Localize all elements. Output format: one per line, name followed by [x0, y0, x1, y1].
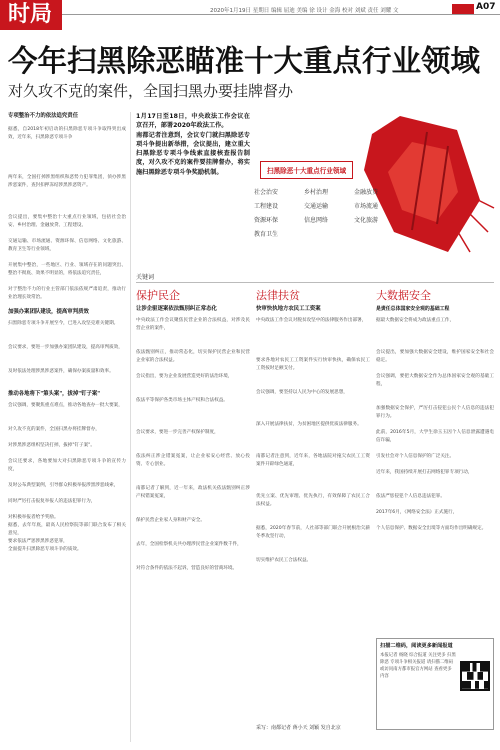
qr-box [376, 638, 494, 730]
paragraph: 会议提出，要集中整治十大重点行业领域，包括社会治安、乡村治理、金融放贷、工程建设、 [8, 215, 126, 229]
paragraph: 会议要求，要进一步加强办案团队建设，提高审判质效， [8, 345, 123, 350]
paragraph: 及时公布典型案例，引导群众积极举报涉黑涉恶线索， [8, 483, 119, 488]
category-item: 信息网络 [304, 217, 329, 224]
paragraph: 会议强调，要坚持以人民为中心的发展思想， [256, 390, 348, 395]
paragraph: 个人信息保护、数据安全出境等方面均作出明确规定。 [376, 526, 487, 531]
category-item: 资源环保 [254, 217, 279, 224]
headline: 今年扫黑除恶瞄准十大重点行业领域 [8, 44, 481, 78]
paragraph: 全面提升扫黑除恶专项斗争的质效。 [8, 547, 82, 552]
page-number: A07 [476, 2, 496, 12]
category-item: 工程建设 [254, 203, 279, 210]
paragraph: 保护民营企业家人身和财产安全。 [136, 518, 205, 523]
paragraph: 引发社会对个人信息保护的广泛关注。 [376, 454, 455, 459]
paragraph: 中央政法工作会议聚焦民营企业的合法权益，对涉及民营企业的案件， [136, 318, 250, 332]
paragraph: 切实维护农民工合法权益。 [256, 558, 312, 563]
column-title: 保护民企 [136, 289, 180, 302]
page-badge [452, 4, 474, 14]
header-bar [0, 0, 500, 33]
left-heading-1: 专项整治不力的依法追究责任 [8, 113, 79, 119]
paragraph: 要求依法严惩涉黑涉恶犯罪， [8, 539, 68, 544]
category-item: 市场流通 [354, 203, 379, 210]
dateline: 2020年1月19日 星期日 编辑 屈迪 美编 徐 设计 金海 校对 刘斌 责任 刘耀 文 [210, 8, 399, 14]
left-column [8, 112, 126, 612]
paragraph: 对符合条件的依法不起诉，营造良好的营商环境。 [136, 566, 238, 571]
left-body-2 [8, 320, 126, 384]
category-item: 教育卫生 [254, 231, 279, 238]
paragraph: 开展集中整治，一些地区、行业、领域存在的问题突出、整治不彻底、效果不明显的，将依法追究责任， [8, 263, 126, 277]
section-title: 时局 [8, 2, 53, 27]
paragraph: 会议强调，要聚焦重点难点，推动各地查办一批大要案， [8, 403, 123, 408]
keywords-rule [136, 282, 494, 283]
diagram-grid [254, 187, 404, 238]
paragraph: 要求各地对农民工工资案件实行快审快执，确保农民工工资按时足额支付。 [256, 358, 370, 372]
category-item: 交通运输 [304, 203, 329, 210]
column-subtitle: 是责任总体国家安全观的基础工程 [376, 306, 450, 312]
paragraph: 去年，全国检察机关共办理涉民营企业案件数千件， [136, 542, 242, 547]
paragraph: 据悉，去年年底，最高人民检察院等部门联合发布了相关意见， [8, 523, 126, 537]
category-item: 社会治安 [254, 189, 279, 196]
paragraph: 中央政法工作会议对脱贫攻坚中的法律服务作出部署， [256, 318, 367, 323]
paragraph: 据最大数据安全将成为政法重点工作， [376, 318, 455, 323]
paragraph: 及时依法处理涉黑涉恶案件，确保办案质量和效率。 [8, 369, 114, 374]
left-heading-3: 推动各地将下"第头案"，拔掉"钉子案" [8, 391, 101, 397]
byline: 采写：南都记者 蒋小天 刘颖 发自北京 [256, 725, 341, 731]
paragraph: 对久攻不克的案件，全国扫黑办将挂牌督办， [8, 427, 100, 432]
column-divider [130, 112, 131, 742]
qr-body: 本报记者 杨晓 综合报道 关注更多 扫黑除恶 专项斗争相关报道 请扫描二维码 或访问南方都市报官方网站 查看更多内容 [380, 653, 456, 679]
paragraph: 两年来，全国打掉涉黑组织和恶势力犯罪集团，侦办涉黑涉恶案件，查封扣押冻结涉黑涉恶资产。 [8, 175, 126, 189]
illustration [252, 112, 496, 262]
lead-box [136, 112, 250, 264]
paragraph: 同时严厉打击报复举报人的违法犯罪行为， [8, 499, 96, 504]
column-subtitle: 让涉企驱逐案依法甄别纠正常态化 [136, 306, 217, 312]
diagram-title: 扫黑除恶十大重点行业领域 [260, 161, 353, 179]
paragraph: 依法严惩侵犯个人信息违法犯罪。 [376, 494, 445, 499]
paragraph: 据悉，自2018年初启动的扫黑除恶专项斗争取得突出成效，近年来，扫黑除恶专项斗争 [8, 127, 126, 141]
left-body-3 [8, 402, 126, 562]
paragraph: 对于整治不力的行业主管部门依法依规严肃追责，推动行业治理长效常治。 [8, 287, 126, 301]
left-body-1 [8, 126, 126, 302]
column-big-data [376, 289, 494, 624]
paragraph: 会议还要求，各地要加大对扫黑除恶专项斗争的宣传力度， [8, 459, 126, 473]
subheadline: 对久攻不克的案件，全国扫黑办要挂牌督办 [8, 82, 294, 100]
paragraph: 对积极举报者给予奖励。 [8, 515, 59, 520]
category-item: 文化旅游 [354, 217, 379, 224]
qr-caption: 扫描二维码，阅读更多新闻报道 [380, 643, 453, 649]
column-title: 法律扶贫 [256, 289, 300, 302]
category-item: 金融放贷 [354, 189, 379, 196]
paragraph: 据悉，2020年春节前，人社部等部门联合开展根治欠薪冬季攻坚行动， [256, 526, 370, 540]
paragraph: 会议提出，要加强大数据安全建设，维护国家安全和社会稳定。 [376, 350, 494, 364]
lead-text: 1月17日至18日，中央政法工作会议在京召开，部署2020年政法工作。 南都记者注意到，会议专门就扫黑除恶专项斗争提出新举措，会议提出，建立重大扫黑除恶专项斗争线索直接核查报告制度，对久攻不克的案件要挂牌督办，将实施扫黑除恶专项斗争奖励机制。 [136, 113, 250, 176]
column-protect-enterprise [136, 289, 250, 744]
paragraph: 会议强调，要把大数据安全作为总体国家安全观的基础工程， [376, 374, 494, 388]
keywords-label: 关键词 [136, 274, 155, 281]
paragraph: 依法平等保护各类市场主体产权和合法权益。 [136, 398, 228, 403]
paragraph: 2017年6月，《网络安全法》正式施行， [376, 510, 458, 515]
paragraph: 加强数据安全保护，严厉打击侵犯公民个人信息的违法犯罪行为。 [376, 406, 494, 420]
column-title: 大数据安全 [376, 289, 431, 302]
paragraph: 依法甄别纠正，推动常态化，切实保护民营企业和民营企业家的合法权益。 [136, 350, 250, 364]
paragraph: 近年来，我国持续开展打击网络犯罪专项行动， [376, 470, 473, 475]
category-item: 乡村治理 [304, 189, 329, 196]
paragraph: 会议要求，要进一步完善产权保护制度， [136, 430, 219, 435]
paragraph: 交通运输、市场流通、资源环保、信息网络、文化旅游、教育卫生等行业领域， [8, 239, 126, 253]
column-legal-poverty [256, 289, 370, 709]
paragraph: 此前，2016年5月，大学生徐玉玉因个人信息泄露遭遇电信诈骗， [376, 430, 494, 444]
paragraph: 南都记者注意到，近年来，各地法院对拖欠农民工工资案件开辟绿色通道， [256, 454, 370, 468]
paragraph: 会议指出，要为企业发展营造更好的法治环境， [136, 374, 233, 379]
column-subtitle: 快审快执地方农民工工资案 [256, 306, 321, 312]
qr-code[interactable] [460, 661, 490, 691]
paragraph: 深入开展法律扶贫，为贫困地区提供优质法律服务。 [256, 422, 362, 427]
paragraph: 对涉黑涉恶组织坚决打掉，拔掉"钉子案"。 [8, 443, 95, 448]
paragraph: 依法纠正涉企错案冤案，让企业家安心经营、放心投资、专心创业。 [136, 454, 250, 468]
paragraph: 南都记者了解到，近一年来，政法机关依法甄别纠正涉产权错案冤案， [136, 486, 250, 500]
header-rule [62, 14, 500, 15]
paragraph: 优先立案、优先审理、优先执行，有效保障了农民工合法权益。 [256, 494, 370, 508]
left-heading-2: 加强办案团队建设，提高审判质效 [8, 309, 89, 315]
paragraph: 扫黑除恶专项斗争开展至今，已进入攻坚克难关键期。 [8, 321, 119, 326]
